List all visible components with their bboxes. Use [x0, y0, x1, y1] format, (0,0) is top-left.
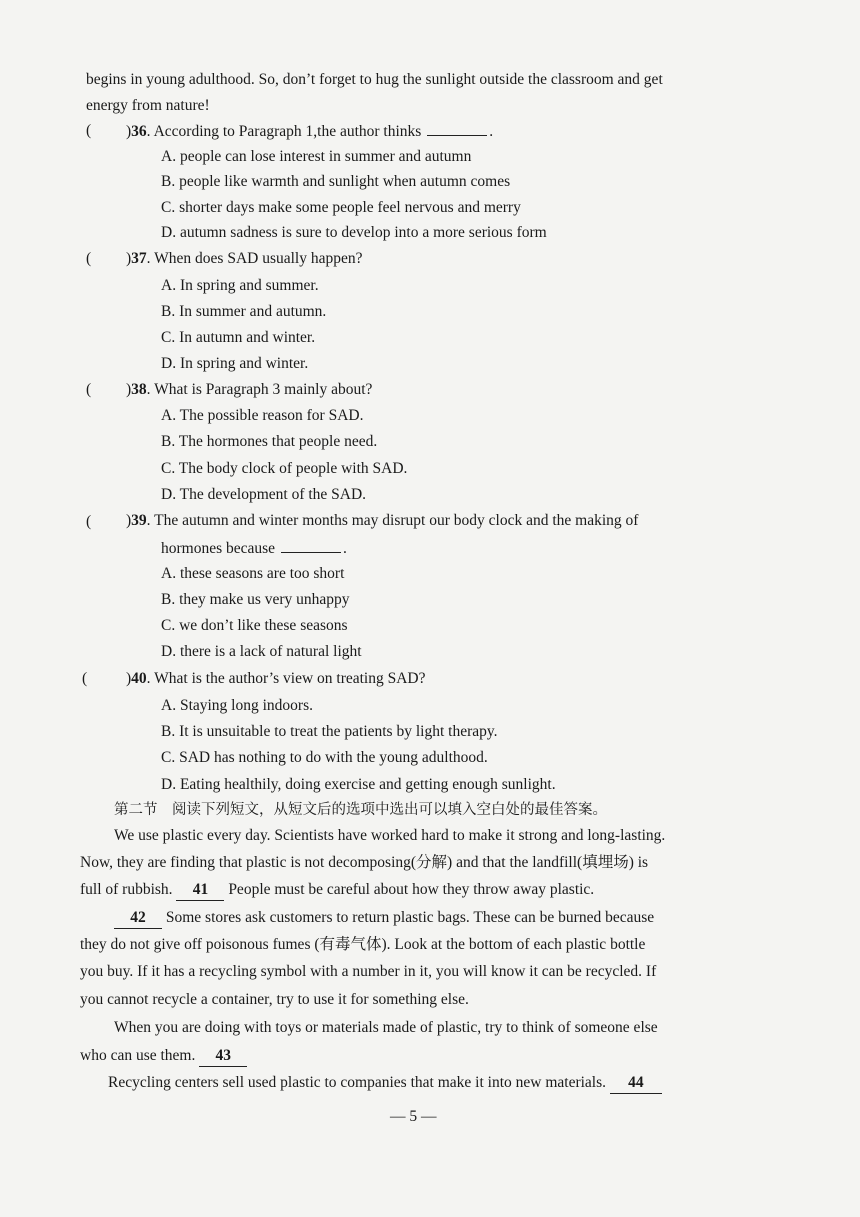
question-38: )38. What is Paragraph 3 mainly about?	[126, 381, 373, 398]
option-37-d: D. In spring and winter.	[161, 355, 309, 372]
option-40-c: C. SAD has nothing to do with the young adulthood.	[161, 749, 488, 766]
question-number: 40	[131, 670, 147, 687]
blank-41: 41	[176, 880, 224, 901]
passage-p3-line-1: When you are doing with toys or materials made of plastic, try to think of someone else	[114, 1019, 658, 1036]
intro-line-2: energy from nature!	[86, 97, 210, 114]
passage-p2-line-1: 42 Some stores ask customers to return plastic bags. These can be burned because	[114, 908, 814, 929]
answer-bracket-40: (	[82, 670, 88, 687]
question-39-continued: hormones because .	[161, 540, 347, 557]
question-number: 38	[131, 381, 147, 398]
question-stem: According to Paragraph 1,the author thinks	[153, 123, 422, 140]
option-40-b: B. It is unsuitable to treat the patients by light therapy.	[161, 723, 498, 740]
question-36: )36. According to Paragraph 1,the author thinks .	[126, 123, 494, 140]
answer-bracket-38: (	[86, 381, 92, 398]
option-39-d: D. there is a lack of natural light	[161, 643, 362, 660]
question-37: )37. When does SAD usually happen?	[126, 250, 363, 267]
question-number: 37	[131, 250, 147, 267]
option-38-c: C. The body clock of people with SAD.	[161, 460, 408, 477]
intro-line-1: begins in young adulthood. So, don’t forget to hug the sunlight outside the classroom and get	[86, 71, 663, 88]
page-number: — 5 —	[390, 1108, 437, 1125]
passage-p1-line-2: Now, they are finding that plastic is not decomposing(分解) and that the landfill(填埋场) is	[80, 854, 649, 871]
answer-bracket-37: (	[86, 250, 92, 267]
option-38-a: A. The possible reason for SAD.	[161, 407, 364, 424]
passage-p1-line-1: We use plastic every day. Scientists have worked hard to make it strong and long-lasting.	[114, 827, 666, 844]
question-number: 39	[131, 512, 147, 529]
passage-p2-line-4: you cannot recycle a container, try to use it for something else.	[80, 991, 469, 1008]
option-36-a: A. people can lose interest in summer and autumn	[161, 148, 472, 165]
blank-44: 44	[610, 1073, 662, 1094]
option-36-c: C. shorter days make some people feel nervous and merry	[161, 199, 521, 216]
passage-p2-line-3: you buy. If it has a recycling symbol with a number in it, you will know it can be recycled. If	[80, 963, 657, 980]
answer-bracket-36: (	[86, 122, 92, 139]
option-38-b: B. The hormones that people need.	[161, 433, 378, 450]
question-stem: When does SAD usually happen?	[154, 250, 363, 267]
answer-blank	[427, 121, 487, 136]
question-stem: What is Paragraph 3 mainly about?	[154, 381, 373, 398]
passage-p4-line-1: Recycling centers sell used plastic to companies that make it into new materials. 44	[108, 1073, 788, 1094]
passage-p2-line-2: they do not give off poisonous fumes (有毒气体). Look at the bottom of each plastic bottle	[80, 936, 646, 953]
question-40: )40. What is the author’s view on treating SAD?	[126, 670, 426, 687]
blank-43: 43	[199, 1046, 247, 1067]
option-40-d: D. Eating healthily, doing exercise and getting enough sunlight.	[161, 776, 556, 793]
option-38-d: D. The development of the SAD.	[161, 486, 367, 503]
question-39: )39. The autumn and winter months may disrupt our body clock and the making of	[126, 512, 639, 529]
answer-blank	[281, 538, 341, 553]
option-37-c: C. In autumn and winter.	[161, 329, 316, 346]
option-37-a: A. In spring and summer.	[161, 277, 319, 294]
option-39-b: B. they make us very unhappy	[161, 591, 350, 608]
option-36-d: D. autumn sadness is sure to develop into a more serious form	[161, 224, 547, 241]
option-39-a: A. these seasons are too short	[161, 565, 345, 582]
section-title: 第二节 阅读下列短文，从短文后的选项中选出可以填入空白处的最佳答案。	[114, 802, 607, 818]
option-36-b: B. people like warmth and sunlight when autumn comes	[161, 173, 511, 190]
passage-p3-line-2: who can use them. 43	[80, 1046, 780, 1067]
blank-42: 42	[114, 908, 162, 929]
option-37-b: B. In summer and autumn.	[161, 303, 327, 320]
option-40-a: A. Staying long indoors.	[161, 697, 313, 714]
question-stem: The autumn and winter months may disrupt our body clock and the making of	[154, 512, 639, 529]
passage-p1-line-3: full of rubbish. 41 People must be careful about how they throw away plastic.	[80, 880, 780, 901]
option-39-c: C. we don’t like these seasons	[161, 617, 348, 634]
question-stem: What is the author’s view on treating SAD?	[154, 670, 426, 687]
answer-bracket-39: (	[86, 513, 92, 530]
question-number: 36	[131, 123, 147, 140]
